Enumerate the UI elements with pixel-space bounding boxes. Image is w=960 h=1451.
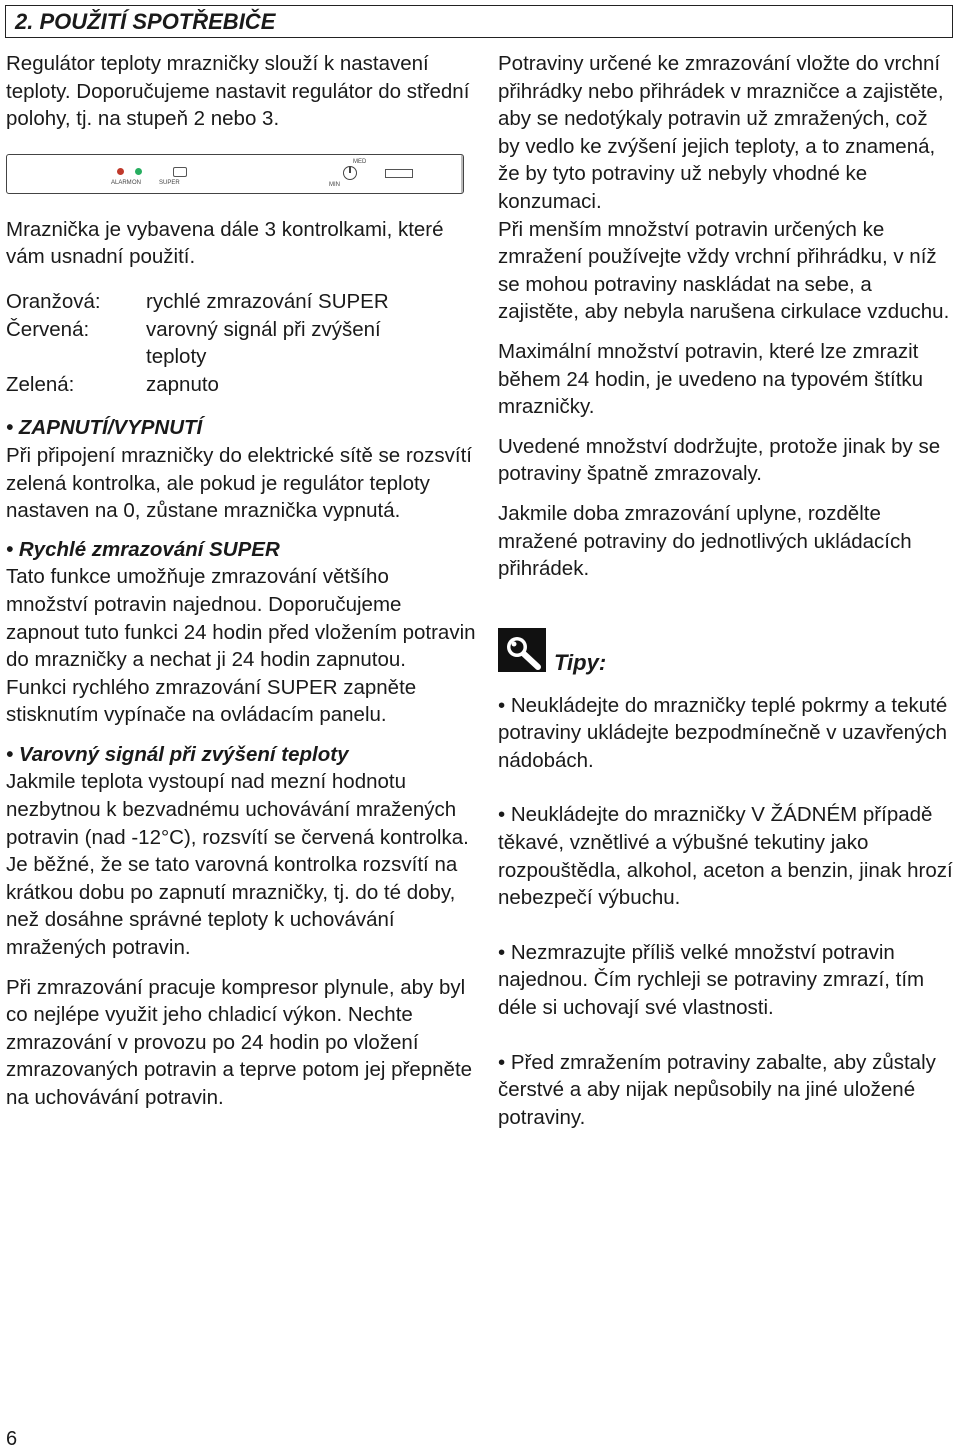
onoff-heading: • ZAPNUTÍ/VYPNUTÍ	[6, 416, 203, 440]
display-icon	[385, 169, 413, 178]
on-label: ON	[132, 179, 141, 186]
super-text-2: Funkci rychlého zmrazování SUPER zapněte stisknutím vypínače na ovládacím panelu.	[6, 675, 417, 727]
tips-title: Tipy:	[554, 649, 607, 675]
lights-legend	[6, 288, 476, 398]
alarm-label: ALARM	[111, 179, 132, 186]
legend-key: Zelená:	[6, 372, 75, 396]
super-text: Tato funkce umožňuje zmrazování většího množství potravin najednou. Doporučujeme zapnout tuto funkci 24 hodin před vložením potravin do mrazničky a nechat ji 24 hodin zapnutou.	[6, 565, 476, 672]
legend-value: varovný signál při zvýšení teploty	[146, 317, 381, 369]
intro-paragraph: Regulátor teploty mrazničky slouží k nastavení teploty. Doporučujeme nastavit regulátor do střední polohy, tj. na stupeň 2 nebo 3.	[6, 52, 470, 131]
small-amount-paragraph: Při menším množství potravin určených ke zmražení používejte vždy vrchní přihrádku, v níž se mohou potraviny naskládat na sebe, a zajistěte, aby nebyla narušena cirkulace vzduchu.	[498, 217, 950, 324]
legend-value: rychlé zmrazování SUPER	[146, 289, 389, 313]
section-header: 2. POUŽITÍ SPOTŘEBIČE	[5, 5, 953, 38]
max-amount-paragraph: Maximální množství potravin, které lze zmrazit během 24 hodin, je uvedeno na typovém štítku mrazničky.	[498, 339, 924, 419]
control-panel-illustration	[6, 154, 464, 194]
min-label: MIN	[329, 181, 340, 188]
legend-value: zapnuto	[146, 372, 219, 396]
compressor-paragraph: Při zmrazování pracuje kompresor plynule, aby byl co nejlépe využit jeho chladicí výkon. Nechte zmrazování v provozu po 24 hodin po vložení zmrazovaných potravin a teprve potom jej přepněte na uchovávání potravin.	[6, 975, 473, 1109]
tip-item: • Neukládejte do mrazničky teplé pokrmy a tekuté potraviny ukládejte bezpodmínečně v uzavřených nádobách.	[498, 693, 948, 772]
left-column	[6, 50, 476, 1112]
tip-item: • Neukládejte do mrazničky V ŽÁDNÉM případě těkavé, vznětlivé a výbušné tekutiny jako rozpouštědla, alkohol, aceton a benzin, jinak hrozí nebezpečí výbuchu.	[498, 803, 953, 910]
legend-row	[6, 288, 476, 316]
super-switch-icon	[173, 167, 187, 177]
legend-row	[6, 371, 476, 399]
keep-amount-paragraph: Uvedené množství dodržujte, protože jinak by se potraviny špatně zmrazovaly.	[498, 434, 941, 486]
tips-heading	[498, 628, 953, 675]
onoff-text: Při připojení mrazničky do elektrické sítě se rozsvítí zelená kontrolka, ale pokud je regulátor teploty nastaven na 0, zůstane mraznička vypnutá.	[6, 443, 472, 523]
freezing-paragraph: Potraviny určené ke zmrazování vložte do vrchní přihrádky nebo přihrádek v mrazničce a zajistěte, aby se nedotýkaly potravin už zmražených, což by vedlo ke zvýšení jejich teploty, a to znamená, že by tyto potraviny už nebyly vhodné ke konzumaci.	[498, 52, 944, 213]
super-heading: • Rychlé zmrazování SUPER	[6, 537, 280, 561]
right-column	[498, 50, 953, 1131]
page-number: 6	[6, 1428, 18, 1450]
magnifier-icon	[498, 628, 546, 672]
super-label: SUPER	[159, 179, 180, 186]
legend-key: Oranžová:	[6, 289, 101, 313]
on-led-icon	[135, 168, 142, 175]
med-label: MED	[353, 158, 367, 165]
warning-text: Jakmile teplota vystoupí nad mezní hodnotu nezbytnou k bezvadnému uchovávání mražených potravin (nad -12°C), rozsvítí se červená kontrolka. Je běžné, že se tato varovná kontrolka rozsvítí na krátkou dobu po zapnutí mrazničky, tj. do té doby, než dosáhne správné teploty k uchovávání mražených potravin.	[6, 770, 469, 960]
tip-item: • Před zmražením potraviny zabalte, aby zůstaly čerstvé a aby nijak nepůsobily na jiné uložené potraviny.	[498, 1050, 936, 1129]
tips-list	[498, 692, 953, 1132]
alarm-led-icon	[117, 168, 124, 175]
legend-key: Červená:	[6, 317, 90, 341]
warning-heading: • Varovný signál při zvýšení teploty	[6, 742, 349, 766]
legend-row	[6, 316, 476, 371]
distribute-paragraph: Jakmile doba zmrazování uplyne, rozdělte mražené potraviny do jednotlivých ukládacích přihrádek.	[498, 501, 912, 581]
lights-intro: Mraznička je vybavena dále 3 kontrolkami, které vám usnadní použití.	[6, 217, 444, 269]
thermostat-knob-icon	[343, 166, 357, 180]
tip-item: • Nezmrazujte příliš velké množství potravin najednou. Čím rychleji se potraviny zmrazí, tím déle si uchovají své vlastnosti.	[498, 940, 925, 1020]
